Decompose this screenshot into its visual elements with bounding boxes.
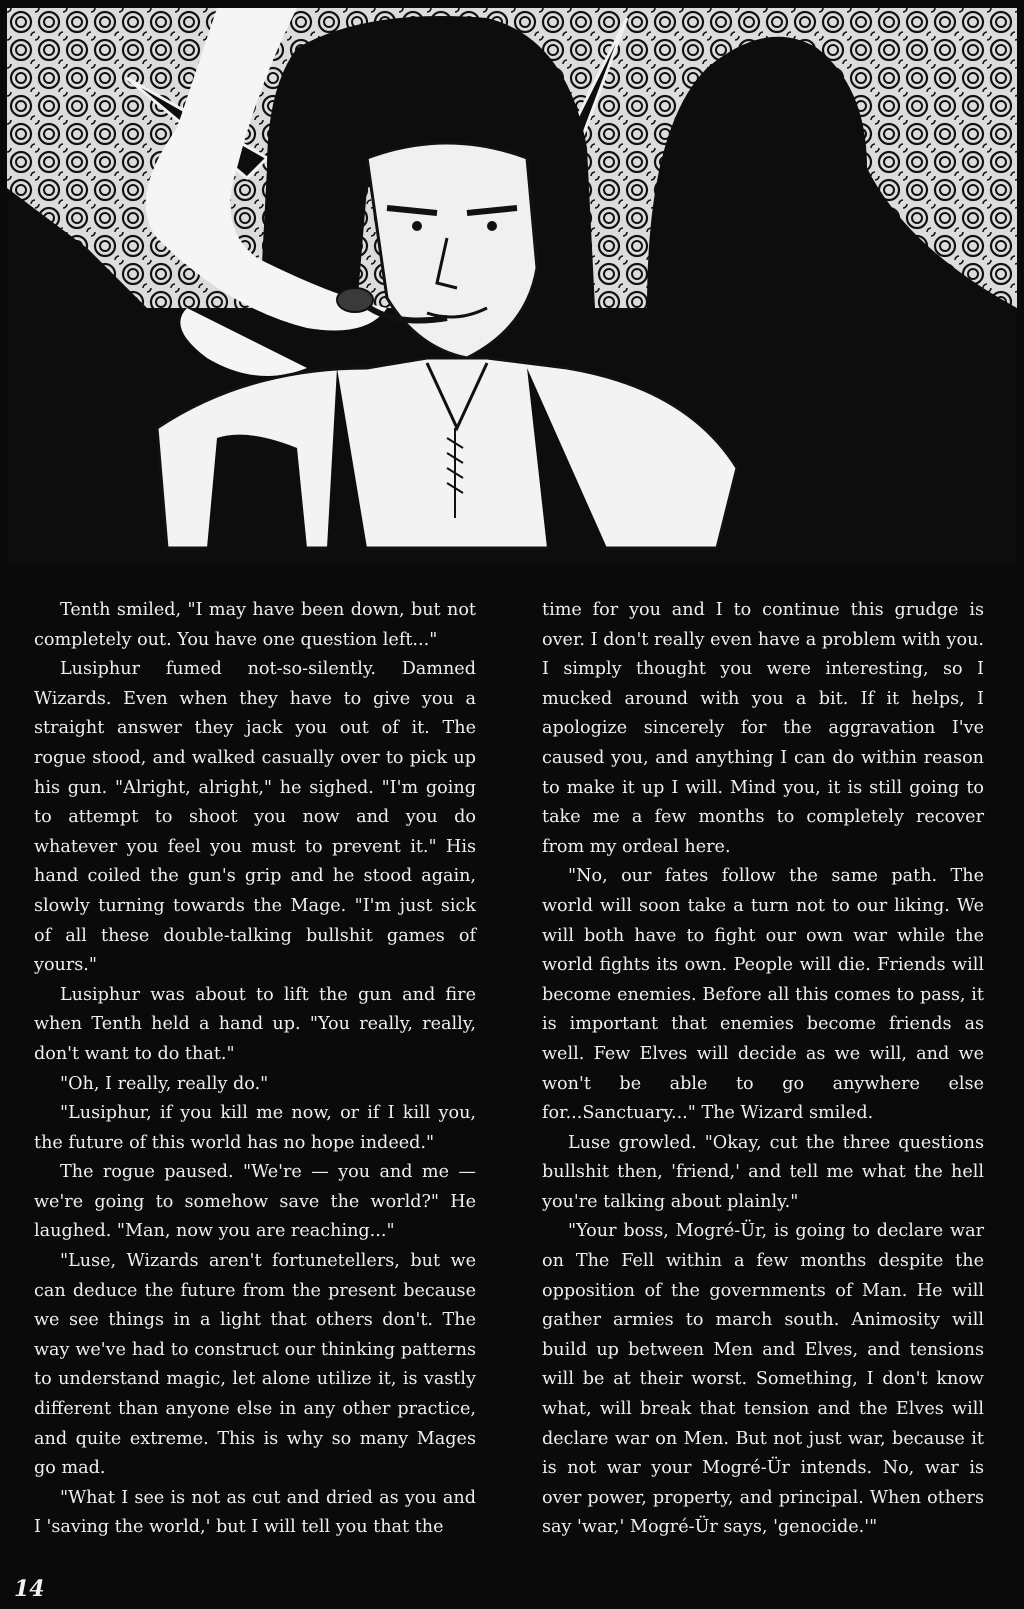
elf-smoking-illustration bbox=[7, 8, 1017, 563]
page-number: 14 bbox=[14, 1576, 45, 1602]
paragraph: "What I see is not as cut and dried as you and I 'saving the world,' but I will tell you that the bbox=[34, 1487, 476, 1538]
paragraph: time for you and I to continue this grudge is over. I don't really even have a problem with you. I simply thought you were interesting, so I mucked around with you a bit. If it helps, I apologize sincerely for the aggravation I've caused you, and anything I can do within reason to make it up I will. Mind you, it is still going to take me a few months to completely recover from my ordeal here. bbox=[542, 600, 984, 857]
paragraph: Lusiphur was about to lift the gun and fire when Tenth held a hand up. "You really, really, don't want to do that." bbox=[34, 984, 476, 1064]
paragraph: "Lusiphur, if you kill me now, or if I kill you, the future of this world has no hope indeed." bbox=[34, 1103, 476, 1153]
paragraph: Tenth smiled, "I may have been down, but not completely out. You have one question left..." bbox=[34, 600, 476, 650]
left-column bbox=[34, 596, 476, 1556]
illustration-panel bbox=[7, 8, 1017, 563]
paragraph: The rogue paused. "We're — you and me — we're going to somehow save the world?" He laughed. "Man, now you are reaching..." bbox=[34, 1162, 476, 1242]
paragraph: Luse growled. "Okay, cut the three questions bullshit then, 'friend,' and tell me what the hell you're talking about plainly." bbox=[542, 1132, 984, 1212]
paragraph: "Your boss, Mogré-Ür, is going to declare war on The Fell within a few months despite the opposition of the governments of Man. He will gather armies to march south. Animosity will build up between Men and Elves, and tensions will be at their worst. Something, I don't know what, will break that tension and the Elves will declare war on Men. But not just war, because it is not war your Mogré-Ür intends. No, war is over power, property, and principal. When others say 'war,' Mogré-Ür says, 'genocide.'" bbox=[542, 1221, 984, 1538]
story-text bbox=[34, 596, 984, 1556]
paragraph: "Luse, Wizards aren't fortunetellers, but we can deduce the future from the present because we see things in a light that others don't. The way we've had to construct our thinking patterns to understand magic, let alone utilize it, is vastly different than anyone else in any other practice, and quite extreme. This is why so many Mages go mad. bbox=[34, 1251, 476, 1479]
paragraph: "Oh, I really, really do." bbox=[60, 1073, 269, 1094]
paragraph: Lusiphur fumed not-so-silently. Damned Wizards. Even when they have to give you a straight answer they jack you out of it. The rogue stood, and walked casually over to pick up his gun. "Alright, alright," he sighed. "I'm going to attempt to shoot you now and you do whatever you feel you must to prevent it." His hand coiled the gun's grip and he stood again, slowly turning towards the Mage. "I'm just sick of all these double-talking bullshit games of yours." bbox=[34, 659, 476, 976]
right-column bbox=[542, 596, 984, 1556]
paragraph: "No, our fates follow the same path. The world will soon take a turn not to our liking. We will both have to fight our own war while the world fights its own. People will die. Friends will become enemies. Before all this comes to pass, it is important that enemies become friends as well. Few Elves will decide as we will, and we won't be able to go anywhere else for...Sanctuary..." The Wizard smiled. bbox=[542, 866, 984, 1124]
